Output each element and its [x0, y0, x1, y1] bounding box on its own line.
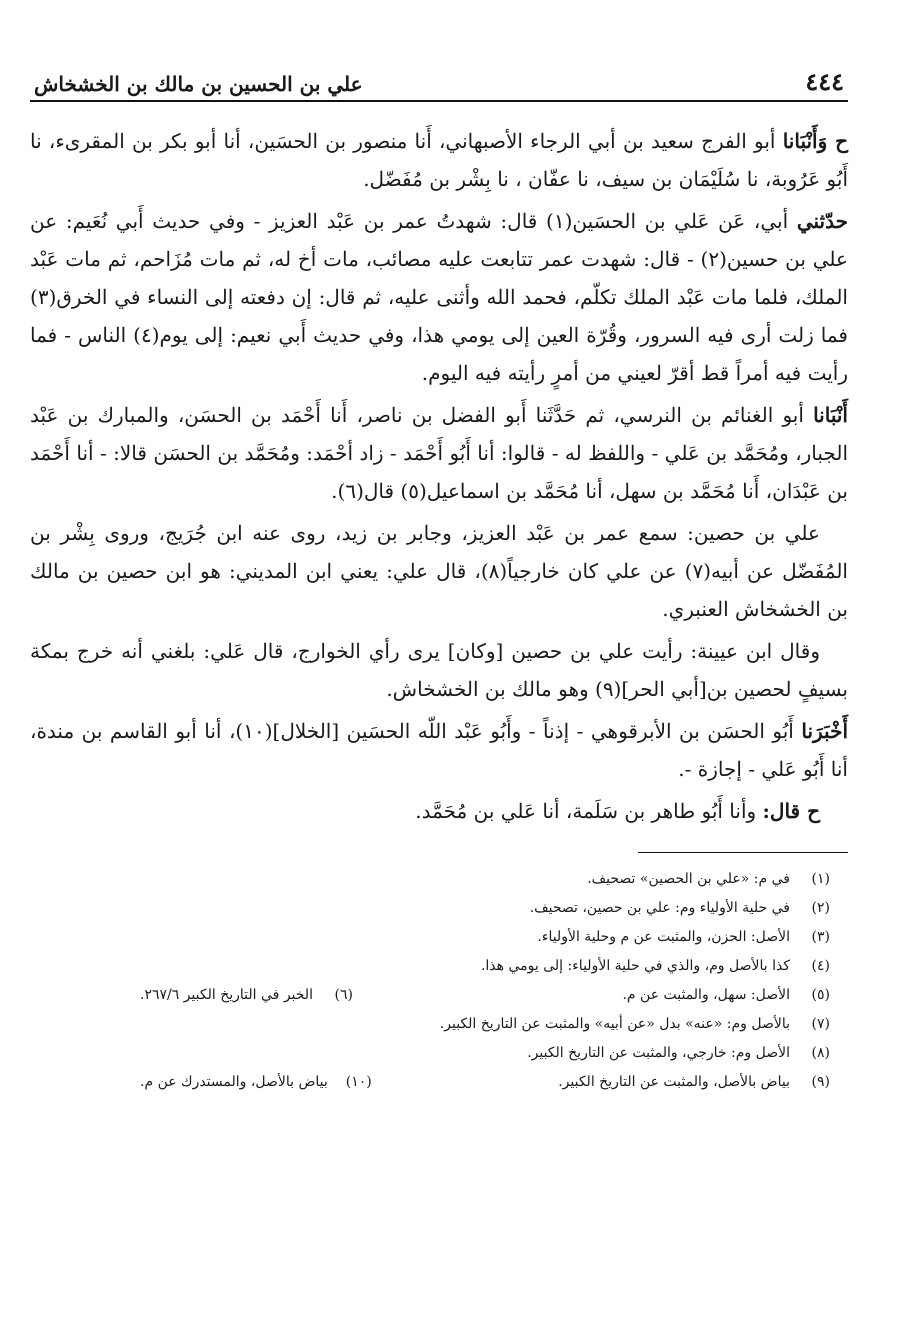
paragraph-text: أبو الفرج سعيد بن أبي الرجاء الأصبهاني، أَنا منصور بن الحسَين، أنا أبو بكر بن المقرىء، نا أَبُو عَرُوبة، نا سُلَيْمَان بن سيف، نا عفّان ، نا بِشْر بن مُفَضّل. — [30, 129, 848, 191]
paragraph — [30, 712, 848, 788]
running-title: علي بن الحسين بن مالك بن الخشخاش — [34, 72, 363, 96]
paragraph-text: علي بن حصين: سمع عمر بن عَبْد العزيز، وجابر بن زيد، روى عنه ابن جُرَيج، وروى بِشْر بن المُفَضّل عن أبيه(٧) عن علي كان خارجياً(٨)، قال علي: يعني ابن المديني: هو ابن حصين بن مالك بن الخشخاش العنبري. — [30, 521, 848, 621]
footnote — [30, 981, 371, 1010]
footnote-text: الأصل: الحزن، والمثبت عن م وحلية الأولياء. — [537, 929, 790, 945]
footnote-text: الخبر في التاريخ الكبير ٢٦٧/٦. — [140, 987, 313, 1003]
footnote-row — [30, 894, 848, 923]
footnote-text: في م: «علي بن الحصين» تصحيف. — [587, 871, 790, 887]
paragraph-lead: أَنْبَانا — [813, 403, 848, 427]
footnote-number: (٩) — [811, 1074, 830, 1090]
paragraph-lead: أَخْبَرَنا — [801, 719, 848, 743]
footnote — [537, 923, 848, 952]
footnote-number: (٣) — [811, 929, 830, 945]
footnote-number: (١) — [811, 871, 830, 887]
footnote-text: في حلية الأولياء وم: علي بن حصين، تصحيف. — [529, 900, 790, 916]
paragraph-text: وقال ابن عيينة: رأيت علي بن حصين [وكان] يرى رأي الخوارج، قال عَلي: بلغني أنه خرج بمكة بسيفٍ لحصين بن[أبي الحر](٩) وهو مالك بن الخشخاش. — [30, 639, 848, 701]
footnote-number: (٢) — [811, 900, 830, 916]
footnote-row — [30, 981, 848, 1010]
footnote-row — [30, 923, 848, 952]
footnote — [558, 1068, 848, 1097]
footnote-row — [30, 1010, 848, 1039]
footnote — [527, 1039, 848, 1068]
book-page — [30, 60, 848, 1330]
footnote-number: (٥) — [811, 987, 830, 1003]
footnote — [530, 894, 848, 923]
paragraph — [30, 396, 848, 510]
footnote — [587, 865, 848, 894]
paragraph-lead: حدّثني — [796, 209, 848, 233]
body-text — [30, 122, 848, 830]
paragraph-text: وأنا أَبُو طاهر بن سَلَمة، أنا عَلي بن مُحَمَّد. — [415, 799, 763, 823]
footnote-text: الأصل: سهل، والمثبت عن م. — [622, 987, 790, 1003]
footnote-row — [30, 1068, 848, 1097]
paragraph — [30, 514, 848, 628]
footnotes — [30, 865, 848, 1097]
paragraph — [30, 122, 848, 198]
footnote-text: كذا بالأصل وم، والذي في حلية الأولياء: إلى يومي هذا. — [480, 958, 790, 974]
footnote — [481, 952, 848, 981]
paragraph-lead: ح قال: — [762, 799, 820, 823]
paragraph — [30, 202, 848, 392]
footnote-row — [30, 952, 848, 981]
footnote — [30, 1068, 390, 1097]
footnote-text: بياض بالأصل، والمستدرك عن م. — [140, 1074, 328, 1090]
footnote-text: بياض بالأصل، والمثبت عن التاريخ الكبير. — [558, 1074, 790, 1090]
paragraph-lead: ح وَأَنْبَانا — [782, 129, 849, 153]
paragraph-text: أبو الغنائم بن النرسي، ثم حَدَّثَنا أَبو الفضل بن ناصر، أَنا أَحْمَد بن الحسَن، والمبارك بن عَبْد الجبار، ومُحَمَّد بن عَلي - واللفظ له - قالوا: أنا أَبُو أَحْمَد - زاد أحْمَد: ومُحَمَّد بن الحسَن قالا: - أنا أَحْمَد بن عَبْدَان، أَنا مُحَمَّد بن سهل، أنا مُحَمَّد بن اسماعيل(٥) قال(٦). — [30, 403, 848, 503]
footnote-row — [30, 865, 848, 894]
paragraph — [30, 632, 848, 708]
footnote-text: بالأصل وم: «عنه» بدل «عن أبيه» والمثبت عن التاريخ الكبير. — [439, 1016, 790, 1032]
footnote — [440, 1010, 848, 1039]
footnote-number: (٤) — [811, 958, 830, 974]
paragraph — [30, 792, 848, 830]
paragraph-text: أبي، عَن عَلي بن الحسَين(١) قال: شهدتُ عمر بن عَبْد العزيز - وفي حديث أَبي نُعَيم: عن علي بن حسين(٢) - قال: شهدت عمر تتابعت عليه مصائب، مات أخ له، ثم مات مُزَاحم، ثم مات عَبْد الملك، فلما مات عَبْد الملك تكلّم، فحمد الله وأثنى عليه، ثم قال: إن دفعته إلى النساء في الخرق(٣) فما زلت أرى فيه السرور، وقُرّة العين إلى يومي هذا، وفي حديث أَبي نعيم: إلى يوم(٤) الناس - فما رأيت فيه أمراً قط أقرّ لعيني من أمرٍ رأيته فيه اليوم. — [30, 209, 848, 385]
footnote-divider — [638, 852, 848, 853]
footnote-row — [30, 1039, 848, 1068]
page-number: ٤٤٤ — [805, 67, 844, 96]
footnote — [622, 981, 848, 1010]
footnote-number: (٨) — [811, 1045, 830, 1061]
page-header — [30, 60, 848, 102]
footnote-text: الأصل وم: خارجي، والمثبت عن التاريخ الكبير. — [527, 1045, 790, 1061]
footnote-number: (٧) — [811, 1016, 830, 1032]
paragraph-text: أَبُو الحسَن بن الأبرقوهي - إذناً - وأَبُو عَبْد اللّه الحسَين [الخلال](١٠)، أنا أبو القاسم بن مندة، أنا أَبُو عَلي - إجازة -. — [30, 719, 848, 781]
footnote-number: (١٠) — [345, 1074, 372, 1090]
footnote-number: (٦) — [334, 987, 353, 1003]
